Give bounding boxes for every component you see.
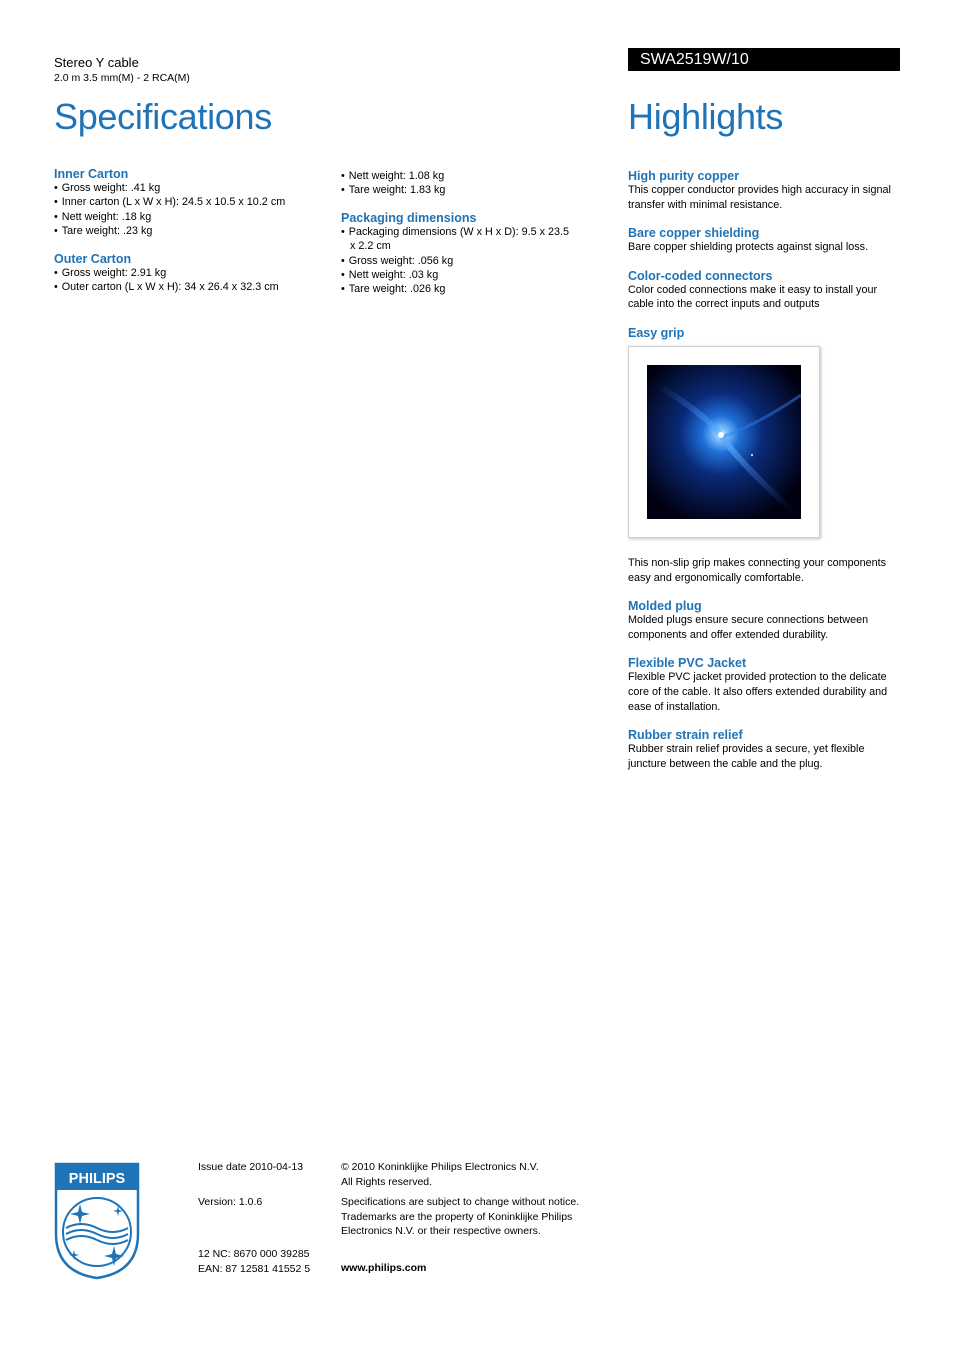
list-item: • Nett weight: 1.08 kg xyxy=(341,169,571,183)
outer-carton-list xyxy=(54,266,334,295)
list-item: • Inner carton (L x W x H): 24.5 x 10.5 x 10.2 cm xyxy=(54,195,334,209)
outer-carton-heading: Outer Carton xyxy=(54,251,132,266)
highlight-text: Flexible PVC jacket provided protection to the delicate core of the cable. It also offers extended durability and ease of installation. xyxy=(628,671,888,713)
highlight-heading: High purity copper xyxy=(628,169,740,183)
notice-line: Specifications are subject to change without notice. xyxy=(341,1196,580,1208)
website-link[interactable]: www.philips.com xyxy=(341,1262,427,1274)
highlight-text: This copper conductor provides high accuracy in signal transfer with minimal resistance. xyxy=(628,184,891,211)
highlight-item xyxy=(628,728,903,771)
specifications-title: Specifications xyxy=(54,96,272,137)
packaging-section xyxy=(341,211,571,297)
inner-carton-heading: Inner Carton xyxy=(54,167,129,181)
highlight-text: Rubber strain relief provides a secure, yet flexible juncture between the cable and the plug. xyxy=(628,743,865,770)
list-item: • Gross weight: .41 kg xyxy=(54,181,334,195)
packaging-heading: Packaging dimensions xyxy=(341,210,477,225)
highlight-item xyxy=(628,599,903,642)
version: Version: 1.0.6 xyxy=(198,1196,263,1208)
nc-code: 12 NC: 8670 000 39285 xyxy=(198,1248,310,1260)
product-codes xyxy=(198,1247,310,1276)
product-name: Stereo Y cable xyxy=(54,55,139,70)
outer-carton-continued xyxy=(341,169,571,198)
easy-grip-image xyxy=(647,365,801,519)
highlight-item xyxy=(628,326,903,585)
philips-logo xyxy=(54,1162,140,1280)
spec-column-right xyxy=(341,169,571,310)
inner-carton-section xyxy=(54,167,334,239)
highlight-heading: Rubber strain relief xyxy=(628,728,743,743)
notice-line: Electronics N.V. or their respective owners. xyxy=(341,1225,541,1238)
outer-carton-section xyxy=(54,252,334,295)
highlight-item xyxy=(628,269,903,312)
copyright-line: © 2010 Koninklijke Philips Electronics N.V. xyxy=(341,1161,539,1173)
issue-date: Issue date 2010-04-13 xyxy=(198,1161,304,1173)
inner-carton-list xyxy=(54,181,334,239)
philips-logo-text: PHILIPS xyxy=(68,1171,126,1187)
list-item: • Gross weight: .056 kg xyxy=(341,254,571,268)
ean-code: EAN: 87 12581 41552 5 xyxy=(198,1262,311,1275)
rights-line: All Rights reserved. xyxy=(341,1175,433,1188)
highlight-heading: Flexible PVC Jacket xyxy=(628,656,747,671)
notice-line: Trademarks are the property of Koninklijke Philips xyxy=(341,1210,573,1223)
packaging-list xyxy=(341,225,571,297)
highlights-column xyxy=(628,169,903,785)
list-item: • Gross weight: 2.91 kg xyxy=(54,266,334,280)
list-item: • Tare weight: .026 kg xyxy=(341,282,571,296)
highlight-heading: Easy grip xyxy=(628,325,685,340)
list-item: • Outer carton (L x W x H): 34 x 26.4 x 32.3 cm xyxy=(54,280,334,294)
highlight-item xyxy=(628,226,903,255)
list-item: • Tare weight: 1.83 kg xyxy=(341,183,571,197)
copyright xyxy=(341,1160,539,1189)
model-number: SWA2519W/10 xyxy=(628,48,900,71)
highlight-heading: Bare copper shielding xyxy=(628,226,760,241)
highlight-heading: Color-coded connectors xyxy=(628,268,773,283)
outer-carton-list-continued xyxy=(341,169,571,198)
product-subtitle: 2.0 m 3.5 mm(M) - 2 RCA(M) xyxy=(54,72,190,84)
highlight-item xyxy=(628,656,903,714)
list-item: • Packaging dimensions (W x H x D): 9.5 x 23.5 x 2.2 cm xyxy=(341,225,571,254)
highlight-text: Bare copper shielding protects against signal loss. xyxy=(628,241,869,254)
highlight-text: Color coded connections make it easy to install your cable into the correct inputs and outputs xyxy=(628,283,878,311)
legal-notice xyxy=(341,1195,579,1239)
list-item: • Tare weight: .23 kg xyxy=(54,224,334,238)
highlight-item xyxy=(628,169,903,212)
list-item: • Nett weight: .03 kg xyxy=(341,268,571,282)
highlight-text: This non-slip grip makes connecting your components easy and ergonomically comfortable. xyxy=(628,556,887,584)
highlights-title: Highlights xyxy=(628,96,784,137)
easy-grip-image-frame xyxy=(628,346,820,538)
highlight-heading: Molded plug xyxy=(628,599,702,614)
spec-column-left xyxy=(54,167,334,307)
list-item: • Nett weight: .18 kg xyxy=(54,210,334,224)
highlight-text: Molded plugs ensure secure connections between components and offer extended durability. xyxy=(628,614,869,641)
